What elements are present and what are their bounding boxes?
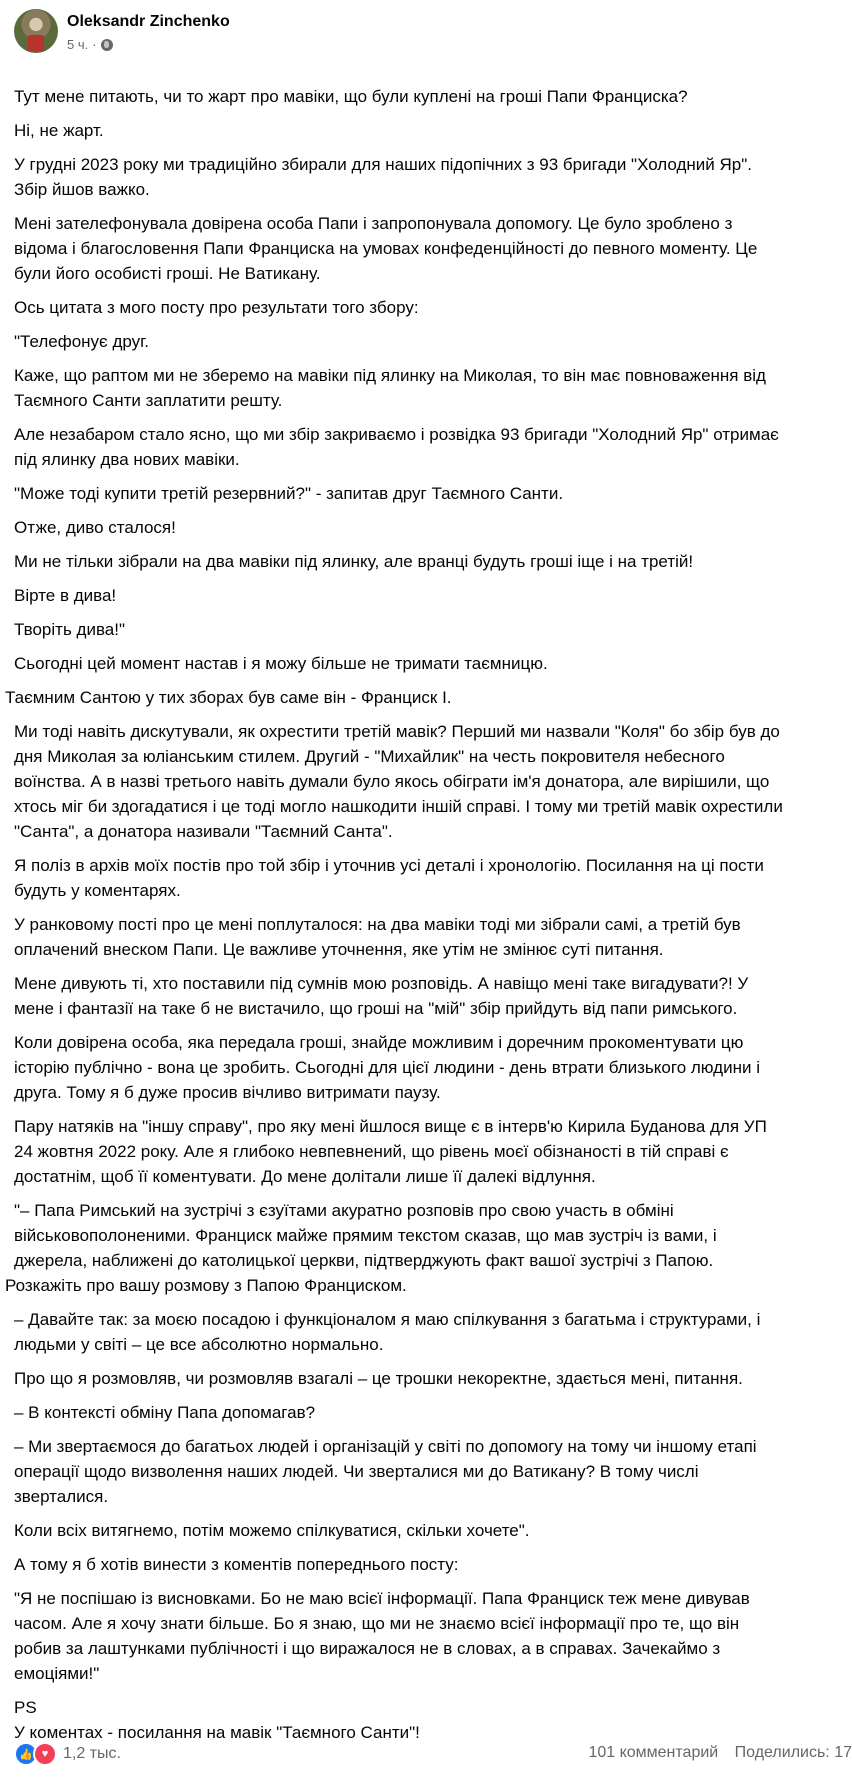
paragraph-line: Але незабаром стало ясно, що ми збір закриваємо і розвідка 93 бригади "Холодний Яр" отримає: [14, 425, 779, 444]
post-paragraph: [0, 118, 852, 143]
paragraph-line: – Давайте так: за моєю посадою і функціоналом я маю спілкування з багатьма і структурами, і: [14, 1310, 761, 1329]
author-name[interactable]: Oleksandr Zinchenko: [67, 13, 230, 30]
paragraph-line: Коли довірена особа, яка передала гроші, знайде можливим і доречним прокоментувати цю: [14, 1033, 744, 1052]
paragraph-line: "Телефонує друг.: [14, 332, 149, 351]
paragraph-line: Розкажіть про вашу розмову з Папою Франциском.: [5, 1276, 407, 1295]
paragraph-line: "Санта", а донатора називали "Таємний Санта".: [14, 822, 393, 841]
paragraph-line: У грудні 2023 року ми традиційно збирали для наших підопічних з 93 бригади "Холодний Яр".: [14, 155, 753, 174]
paragraph-line: операції щодо визволення наших людей. Чи зверталися ми до Ватикану? В тому числі: [14, 1462, 699, 1481]
post-paragraph: [0, 853, 852, 903]
paragraph-line: Я поліз в архів моїх постів про той збір і уточнив усі деталі і хронологію. Посилання на ці пости: [14, 856, 764, 875]
paragraph-line: Мені зателефонувала довірена особа Папи і запропонувала допомогу. Це було зроблено з: [14, 214, 733, 233]
post-paragraph: [0, 211, 852, 286]
paragraph-line: – В контексті обміну Папа допомагав?: [14, 1403, 316, 1422]
paragraph-line: мене і фантазії на таке б не вистачило, що гроші на "мій" збір прийдуть від папи римського.: [14, 999, 738, 1018]
post-paragraph: [0, 515, 852, 540]
post-paragraph: [0, 422, 852, 472]
paragraph-line: Сьогодні цей момент настав і я можу більше не тримати таємницю.: [14, 654, 548, 673]
post-text: [0, 84, 852, 1754]
post-paragraph: [0, 1114, 852, 1189]
reactions[interactable]: [14, 1742, 121, 1766]
paragraph-line: були його особисті гроші. Не Ватикану.: [14, 264, 321, 283]
paragraph-line: Ми тоді навіть дискутували, як охрестити третій мавік? Перший ми назвали "Коля" бо збір був до: [14, 722, 780, 741]
post-paragraph: [0, 1366, 852, 1391]
paragraph-line: PS: [14, 1698, 37, 1717]
post-footer: [0, 1738, 852, 1768]
paragraph-line: Творіть дива!": [14, 620, 125, 639]
paragraph-line: "– Папа Римський на зустрічі з єзуїтами акуратно розповів про свою участь в обміні: [14, 1201, 674, 1220]
paragraph-line: Отже, диво сталося!: [14, 518, 176, 537]
engagement-stats: [576, 1744, 852, 1762]
paragraph-line: – Ми звертаємося до багатьох людей і організацій у світі по допомогу на тому чи іншому етапі: [14, 1437, 757, 1456]
paragraph-line: військовополоненими. Франциск майже прямим текстом сказав, що мав зустріч із вами, і: [14, 1226, 717, 1245]
globe-icon[interactable]: [101, 39, 113, 51]
paragraph-line: Коли всіх витягнемо, потім можемо спілкуватися, скільки хочете".: [14, 1521, 530, 1540]
post-paragraph: [0, 363, 852, 413]
paragraph-line: емоціями!": [14, 1664, 100, 1683]
paragraph-line: У коментах - посилання на мавік "Таємного Санти"!: [14, 1723, 420, 1742]
paragraph-line: під ялинку два нових мавіки.: [14, 450, 240, 469]
paragraph-line: Мене дивують ті, хто поставили під сумнів мою розповідь. А навіщо мені таке вигадувати?! У: [14, 974, 749, 993]
post-paragraph: [0, 1552, 852, 1577]
paragraph-line: достатнім, щоб її коментувати. До мене долітали лише її далекі відлуння.: [14, 1167, 596, 1186]
paragraph-line: Пару натяків на "іншу справу", про яку мені йшлося вище є в інтерв'ю Кирила Буданова для УП: [14, 1117, 767, 1136]
post-header: [0, 0, 852, 70]
paragraph-line: робив за лаштунками публічності і що виражалося не в словах, а в справах. Зачекаймо з: [14, 1639, 721, 1658]
post-paragraph: [0, 651, 852, 676]
paragraph-line: Вірте в дива!: [14, 586, 117, 605]
paragraph-line: Збір йшов важко.: [14, 180, 150, 199]
post-paragraph: [0, 971, 852, 1021]
paragraph-line: хтось міг би здогадатися і це тоді могло нашкодити іншій справі. І тому ми третій мавік охрестили: [14, 797, 783, 816]
post-paragraph: [0, 295, 852, 320]
post-paragraph: [0, 719, 852, 844]
post-paragraph: [0, 1586, 852, 1686]
avatar[interactable]: [14, 9, 58, 53]
post-paragraph: [0, 481, 852, 506]
post-paragraph: [0, 1307, 852, 1357]
paragraph-line: Таємного Санти заплатити решту.: [14, 391, 283, 410]
post-paragraph: [0, 1030, 852, 1105]
paragraph-line: людьми у світі – це все абсолютно нормально.: [14, 1335, 384, 1354]
paragraph-line: історію публічно - вона це зробить. Сьогодні для цієї людини - день втрати близького людини і: [14, 1058, 760, 1077]
post-paragraph: [0, 1434, 852, 1509]
paragraph-line: друга. Тому я б дуже просив вічливо витримати паузу.: [14, 1083, 441, 1102]
post-paragraph: [0, 912, 852, 962]
paragraph-line: будуть у коментарях.: [14, 881, 181, 900]
like-icon: 👍: [14, 1742, 38, 1766]
shares-count[interactable]: Поделились: 17: [734, 1744, 852, 1761]
paragraph-line: Ні, не жарт.: [14, 121, 104, 140]
paragraph-line: Тут мене питають, чи то жарт про мавіки, що були куплені на гроші Папи Франциска?: [14, 87, 688, 106]
paragraph-line: Таємним Сантою у тих зборах був саме він - Франциск I.: [5, 688, 452, 707]
post-paragraph: [0, 152, 852, 202]
paragraph-line: зверталися.: [14, 1487, 109, 1506]
paragraph-line: дня Миколая за юліанським стилем. Другий - "Михайлик" на честь покровителя небесного: [14, 747, 725, 766]
paragraph-line: Про що я розмовляв, чи розмовляв взагалі – це трошки некоректне, здається мені, питання.: [14, 1369, 743, 1388]
post-meta: [67, 37, 113, 52]
paragraph-line: 24 жовтня 2022 року. Але я глибоко невпевнений, що рівень моєї обізнаності в тій справі є: [14, 1142, 729, 1161]
post-paragraph: [0, 685, 852, 710]
meta-separator: ·: [92, 37, 97, 52]
paragraph-line: У ранковому пості про це мені поплуталося: на два мавіки тоді ми зібрали самі, а третій був: [14, 915, 741, 934]
post-paragraph: [0, 583, 852, 608]
paragraph-line: "Може тоді купити третій резервний?" - запитав друг Таємного Санти.: [14, 484, 564, 503]
paragraph-line: воїнства. А в назві третього навіть думали було якось обіграти ім'я донатора, але вирішили, що: [14, 772, 770, 791]
post-paragraph: [0, 84, 852, 109]
post-paragraph: [0, 1400, 852, 1425]
post-paragraph: [0, 549, 852, 574]
post-paragraph: [0, 617, 852, 642]
post-paragraph: [0, 329, 852, 354]
paragraph-line: "Я не поспішаю із висновками. Бо не маю всієї інформації. Папа Франциск теж мене дивував: [14, 1589, 750, 1608]
paragraph-line: часом. Але я хочу знати більше. Бо я знаю, що ми не знаємо всієї інформації про те, що він: [14, 1614, 740, 1633]
post-time[interactable]: 5 ч.: [67, 37, 89, 52]
post-paragraph: [0, 1518, 852, 1543]
paragraph-line: А тому я б хотів винести з коментів попереднього посту:: [14, 1555, 459, 1574]
paragraph-line: Ось цитата з мого посту про результати того збору:: [14, 298, 419, 317]
paragraph-line: Каже, що раптом ми не зберемо на мавіки під ялинку на Миколая, то він має повноваження від: [14, 366, 766, 385]
post-paragraph: [0, 1198, 852, 1298]
comments-count[interactable]: 101 комментарий: [588, 1744, 719, 1761]
avatar-photo-detail: [28, 35, 44, 51]
reaction-count[interactable]: 1,2 тыс.: [63, 1745, 121, 1762]
paragraph-line: джерела, наближені до католицької церкви, підтверджують факт вашої зустрічі з Папою.: [14, 1251, 714, 1270]
paragraph-line: Ми не тільки зібрали на два мавіки під ялинку, але вранці будуть гроші іще і на третій!: [14, 552, 694, 571]
paragraph-line: оплачений внеском Папи. Це важливе уточнення, яке утім не змінює суті питання.: [14, 940, 664, 959]
love-icon: ♥: [33, 1742, 57, 1766]
paragraph-line: відома і благословення Папи Франциска на умовах конфеденційності до певного моменту. Це: [14, 239, 758, 258]
